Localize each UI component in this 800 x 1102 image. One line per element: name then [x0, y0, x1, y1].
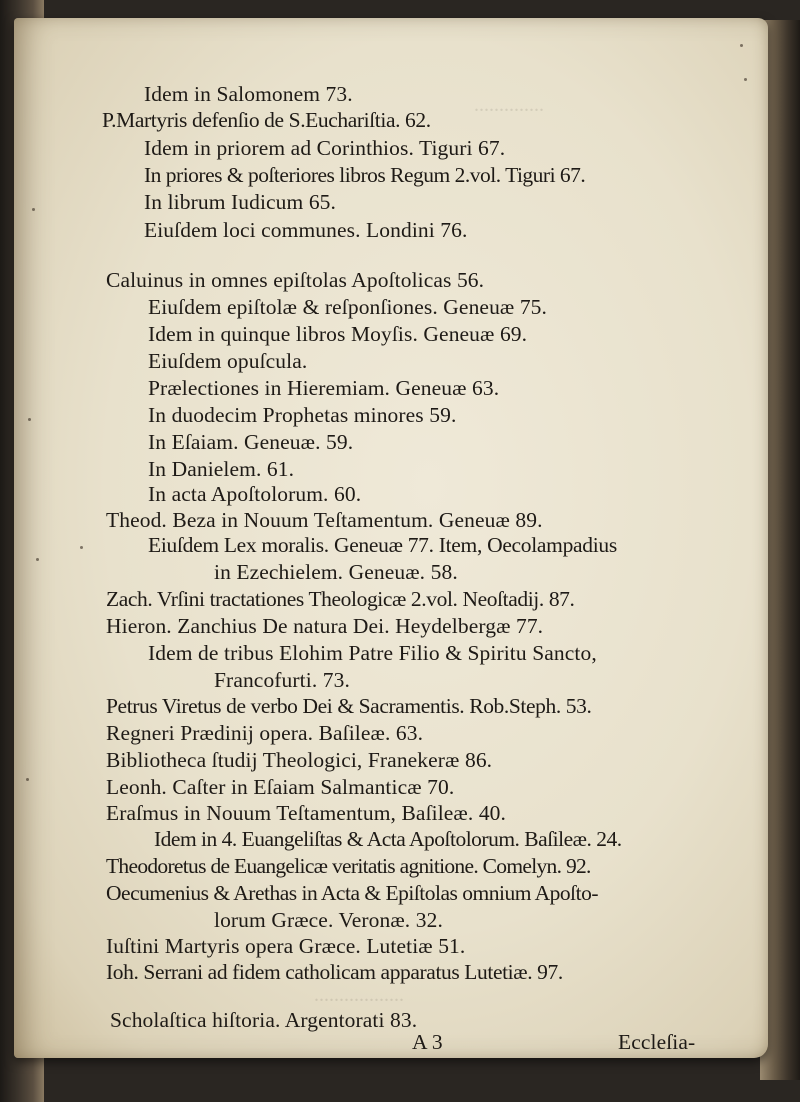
entry-line: Iuſtini Martyris opera Græce. Lutetiæ 51. [106, 934, 466, 958]
signature-mark: A 3 [412, 1030, 443, 1054]
entry-line: Theodoretus de Euangelicæ veritatis agnitione. Comelyn. 92. [106, 854, 591, 878]
paper-speck [36, 558, 39, 561]
entry-line: Ioh. Serrani ad fidem catholicam apparatus Lutetiæ. 97. [106, 960, 563, 984]
entry-line: Scholaſtica hiſtoria. Argentorati 83. [110, 1008, 418, 1032]
book-page [14, 18, 768, 1058]
entry-line: Prælectiones in Hieremiam. Geneuæ 63. [148, 376, 500, 400]
entry-line: P.Martyris defenſio de S.Euchariſtia. 62. [102, 108, 431, 132]
entry-line: Eiuſdem opuſcula. [148, 349, 308, 373]
entry-line: In acta Apoſtolorum. 60. [148, 482, 362, 506]
entry-line: In duodecim Prophetas minores 59. [148, 403, 457, 427]
paper-speck [740, 44, 743, 47]
entry-line: Eiuſdem loci communes. Londini 76. [144, 218, 468, 242]
paper-speck [80, 546, 83, 549]
entry-line: lorum Græce. Veronæ. 32. [214, 908, 443, 932]
entry-line: in Ezechielem. Geneuæ. 58. [214, 560, 458, 584]
entry-line: Idem in quinque libros Moyſis. Geneuæ 69. [148, 322, 528, 346]
paper-speck [26, 778, 29, 781]
entry-line: Bibliotheca ſtudij Theologici, Franekeræ 86. [106, 748, 493, 772]
entry-line: Petrus Viretus de verbo Dei & Sacramentis. Rob.Steph. 53. [106, 694, 592, 718]
entry-line: In Danielem. 61. [148, 457, 295, 481]
entry-line: Eiuſdem epiſtolæ & reſponſiones. Geneuæ 75. [148, 295, 548, 319]
entry-line: Eraſmus in Nouum Teſtamentum, Baſileæ. 40. [106, 801, 506, 825]
paper-speck [28, 418, 31, 421]
entry-line: Idem in priorem ad Corinthios. Tiguri 67. [144, 136, 506, 160]
entry-line: Francofurti. 73. [214, 668, 350, 692]
entry-line: Regneri Prædinij opera. Baſileæ. 63. [106, 721, 424, 745]
show-through-text: .................. [314, 984, 404, 1006]
entry-line: Idem in Salomonem 73. [144, 82, 353, 106]
paper-speck [32, 208, 35, 211]
entry-line: Theod. Beza in Nouum Teſtamentum. Geneuæ 89. [106, 508, 543, 532]
entry-line: Hieron. Zanchius De natura Dei. Heydelbergæ 77. [106, 614, 544, 638]
entry-line: Zach. Vrſini tractationes Theologicæ 2.vol. Neoſtadij. 87. [106, 587, 575, 611]
entry-line: Oecumenius & Arethas in Acta & Epiſtolas omnium Apoſto- [106, 881, 599, 905]
entry-line: In librum Iudicum 65. [144, 190, 336, 214]
entry-line: Caluinus in omnes epiſtolas Apoſtolicas 56. [106, 268, 485, 292]
show-through-text: .............. [474, 94, 544, 116]
catchword: Eccleſia- [618, 1030, 696, 1054]
entry-line: In priores & poſteriores libros Regum 2.vol. Tiguri 67. [144, 163, 586, 187]
entry-line: Idem in 4. Euangeliſtas & Acta Apoſtolorum. Baſileæ. 24. [154, 827, 622, 851]
entry-line: Leonh. Caſter in Eſaiam Salmanticæ 70. [106, 775, 455, 799]
entry-line: Eiuſdem Lex moralis. Geneuæ 77. Item, Oecolampadius [148, 533, 617, 557]
paper-speck [744, 78, 747, 81]
entry-line: In Eſaiam. Geneuæ. 59. [148, 430, 354, 454]
entry-line: Idem de tribus Elohim Patre Filio & Spiritu Sancto, [148, 641, 597, 665]
